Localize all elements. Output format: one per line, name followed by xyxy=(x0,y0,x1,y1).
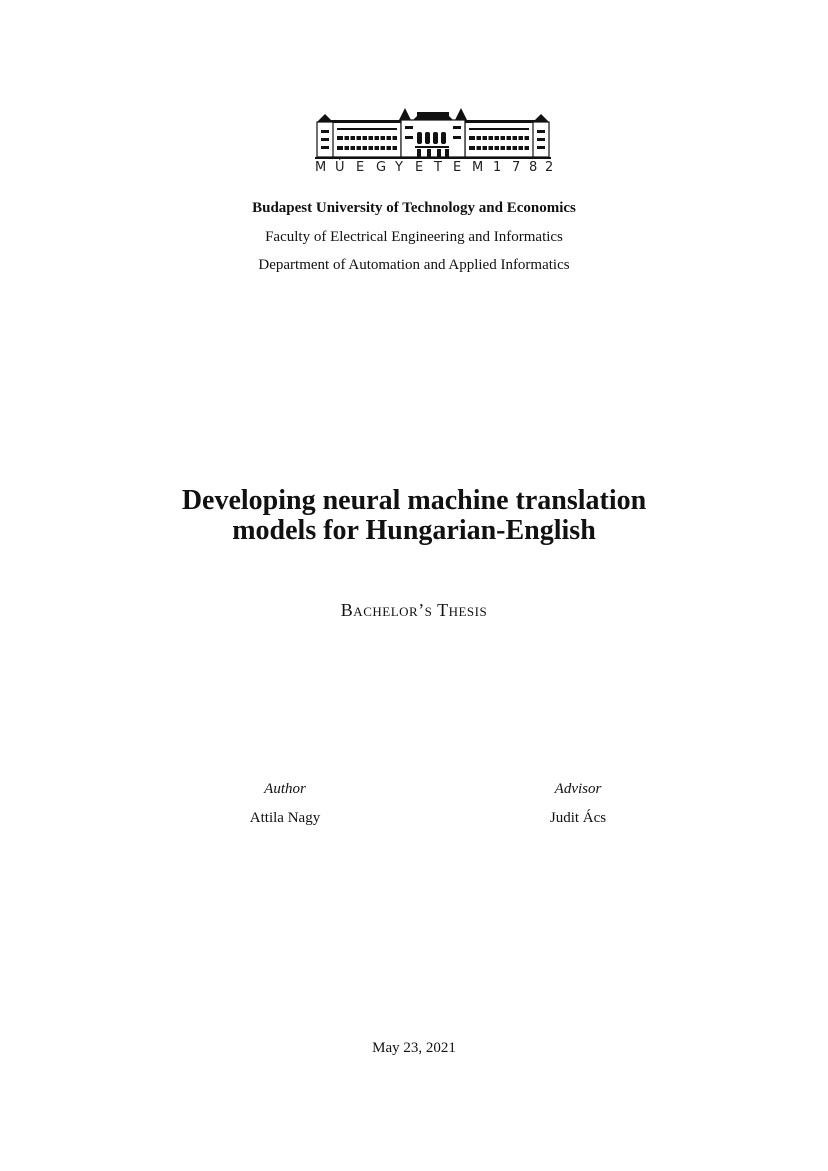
logo-letter: 1 xyxy=(493,160,502,175)
logo-letter: M xyxy=(315,160,327,175)
author-label: Author xyxy=(264,781,306,797)
faculty-name: Faculty of Electrical Engineering and Informatics xyxy=(265,229,563,245)
thesis-title xyxy=(0,486,828,546)
university-building-logo-icon xyxy=(313,106,553,160)
logo-letter: Ú xyxy=(335,160,345,175)
university-name: Budapest University of Technology and Economics xyxy=(252,200,576,216)
logo-letter: T xyxy=(434,160,442,175)
logo-letter: 8 xyxy=(529,160,538,175)
department-name: Department of Automation and Applied Informatics xyxy=(258,257,570,273)
logo-letter: 7 xyxy=(512,160,521,175)
thesis-title-line-2: models for Hungarian-English xyxy=(232,515,596,546)
advisor-label: Advisor xyxy=(554,781,602,797)
author-name: Attila Nagy xyxy=(249,810,321,826)
submission-date: May 23, 2021 xyxy=(372,1040,456,1056)
logo-letter: M xyxy=(472,160,484,175)
thesis-title-line-1: Developing neural machine translation xyxy=(181,485,647,516)
logo-letter: E xyxy=(415,160,424,175)
logo-letter: 2 xyxy=(545,160,554,175)
advisor-name: Judit Ács xyxy=(549,810,607,826)
logo-letter: Y xyxy=(395,160,403,175)
logo-caption xyxy=(313,160,553,180)
logo-letter: G xyxy=(376,160,387,175)
thesis-type: Bachelor’s Thesis xyxy=(340,600,488,620)
logo-letter: E xyxy=(356,160,365,175)
logo-letter: E xyxy=(453,160,462,175)
